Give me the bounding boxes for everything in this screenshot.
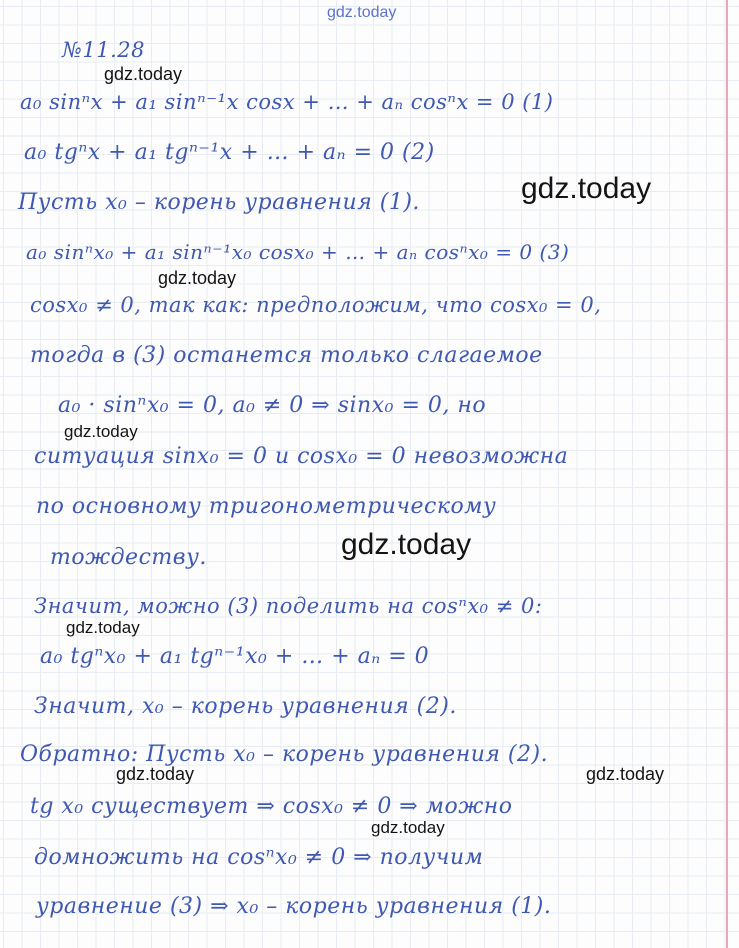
- text-line-conclusion: уравнение (3) ⇒ x₀ – корень уравнения (1).: [36, 894, 552, 919]
- watermark: gdz.today: [371, 818, 445, 837]
- text-line-assume: Пусть x₀ – корень уравнения (1).: [18, 190, 420, 215]
- watermark: gdz.today: [586, 764, 665, 784]
- margin-line: [726, 0, 728, 948]
- equation-tg-x0: a₀ tgⁿx₀ + a₁ tgⁿ⁻¹x₀ + … + aₙ = 0: [40, 644, 430, 669]
- text-line-impossible: ситуация sinx₀ = 0 и cosx₀ = 0 невозможна: [34, 444, 569, 469]
- text-line-divide: Значит, можно (3) поделить на cosⁿx₀ ≠ 0:: [34, 594, 543, 618]
- watermark: gdz.today: [104, 64, 183, 84]
- text-line-root-2: Значит, x₀ – корень уравнения (2).: [34, 694, 457, 719]
- equation-2: a₀ tgⁿx + a₁ tgⁿ⁻¹x + … + aₙ = 0 (2): [24, 140, 435, 165]
- text-line-identity-2: тождеству.: [50, 545, 207, 570]
- text-line-multiply: домножить на cosⁿx₀ ≠ 0 ⇒ получим: [34, 845, 484, 870]
- watermark-top: gdz.today: [327, 4, 397, 21]
- watermark: gdz.today: [66, 618, 140, 637]
- text-line-conversely: Обратно: Пусть x₀ – корень уравнения (2).: [20, 742, 549, 767]
- text-line-sin-zero: a₀ · sinⁿx₀ = 0, a₀ ≠ 0 ⇒ sinx₀ = 0, но: [58, 393, 487, 418]
- text-line-cos-nonzero: cosx₀ ≠ 0, так как: предположим, что cosx₀ = 0,: [30, 293, 602, 317]
- watermark: gdz.today: [341, 528, 472, 561]
- watermark: gdz.today: [64, 422, 138, 441]
- watermark: gdz.today: [158, 268, 237, 288]
- watermark: gdz.today: [521, 172, 652, 205]
- watermark: gdz.today: [116, 764, 195, 784]
- text-line-tg-exists: tg x₀ существует ⇒ cosx₀ ≠ 0 ⇒ можно: [30, 794, 513, 819]
- equation-3: a₀ sinⁿx₀ + a₁ sinⁿ⁻¹x₀ cosx₀ + … + aₙ cosⁿx₀ = 0 (3): [26, 240, 570, 264]
- equation-1: a₀ sinⁿx + a₁ sinⁿ⁻¹x cosx + … + aₙ cosⁿx = 0 (1): [20, 90, 554, 114]
- text-line-identity-1: по основному тригонометрическому: [36, 494, 497, 519]
- problem-number: №11.28: [62, 38, 145, 62]
- text-line-then: тогда в (3) останется только слагаемое: [30, 343, 543, 368]
